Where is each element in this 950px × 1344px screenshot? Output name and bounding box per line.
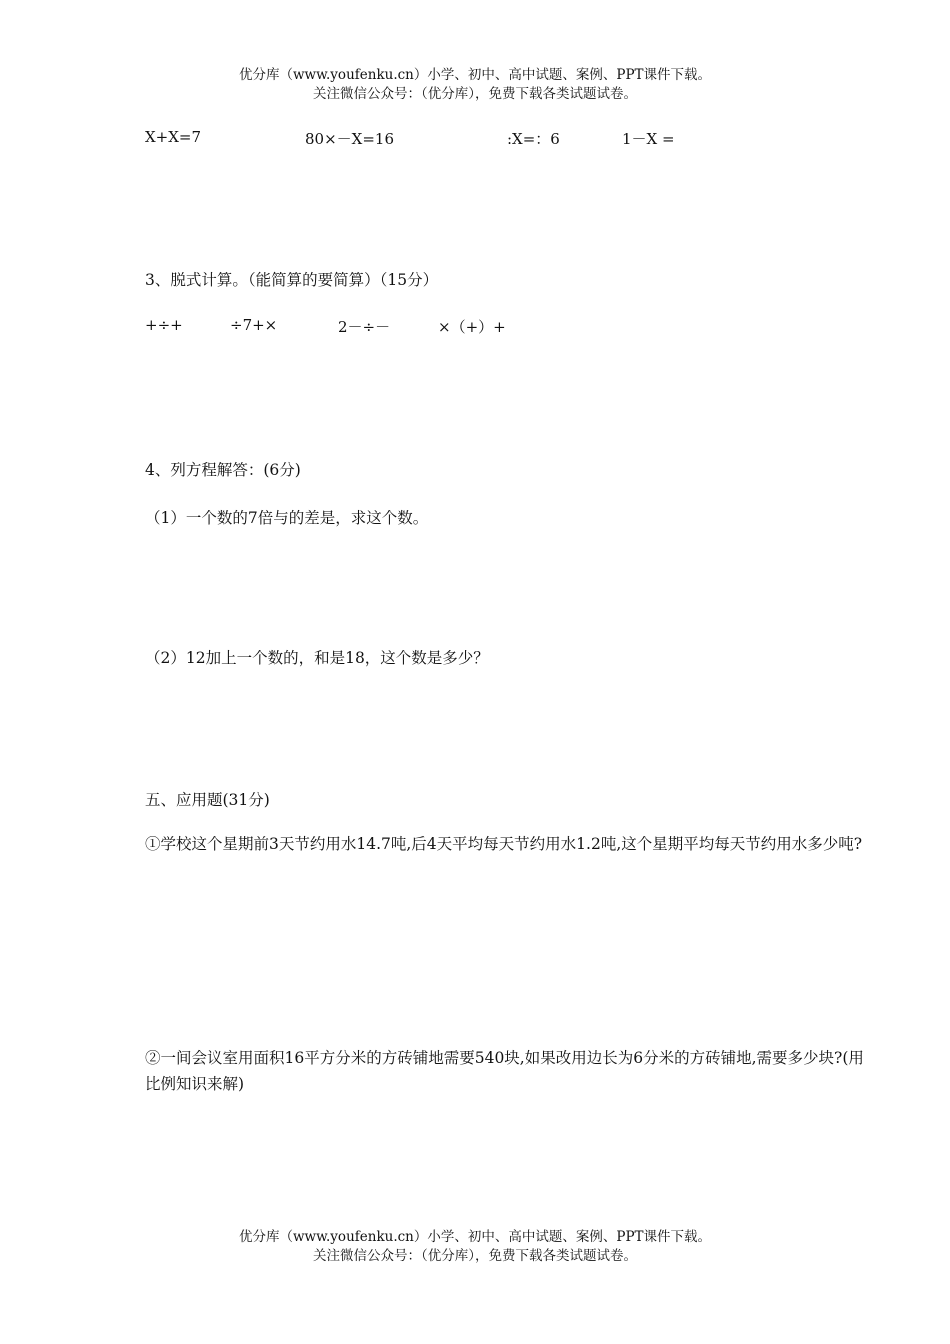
section-5-question-2: ②一间会议室用面积16平方分米的方砖铺地需要540块,如果改用边长为6分米的方砖铺地,需要多少块?(用比例知识来解) bbox=[145, 1049, 864, 1093]
header-line-1: 优分库（www.youfenku.cn）小学、初中、高中试题、案例、PPT课件下载。 bbox=[238, 67, 712, 83]
footer-line-1: 优分库（www.youfenku.cn）小学、初中、高中试题、案例、PPT课件下载。 bbox=[238, 1229, 712, 1245]
section-5-title: 五、应用题(31分) bbox=[145, 791, 270, 809]
calc-item-3: 2－÷－ bbox=[338, 318, 391, 336]
header-line-2: 关注微信公众号：（优分库），免费下载各类试题试卷。 bbox=[313, 86, 637, 102]
equation-3: :X=：6 bbox=[507, 130, 560, 148]
equation-4: 1－X = bbox=[622, 130, 675, 148]
calc-item-1: +÷+ bbox=[145, 316, 183, 334]
section-3-title: 3、脱式计算。（能简算的要简算）（15分） bbox=[145, 271, 439, 289]
equation-2: 80×－X=16 bbox=[305, 130, 394, 148]
calc-item-4: ×（+）+ bbox=[438, 318, 506, 336]
equation-1: X+X=7 bbox=[145, 128, 202, 146]
section-4-question-1: （1）一个数的7倍与的差是，求这个数。 bbox=[145, 509, 429, 527]
calc-item-2: ÷7+× bbox=[230, 316, 278, 334]
section-4-title: 4、列方程解答：(6分) bbox=[145, 461, 301, 479]
section-5-question-1: ①学校这个星期前3天节约用水14.7吨,后4天平均每天节约用水1.2吨,这个星期平均每天节约用水多少吨? bbox=[145, 835, 863, 853]
section-4-question-2: （2）12加上一个数的，和是18，这个数是多少？ bbox=[145, 649, 489, 667]
footer-line-2: 关注微信公众号：（优分库），免费下载各类试题试卷。 bbox=[313, 1248, 637, 1264]
